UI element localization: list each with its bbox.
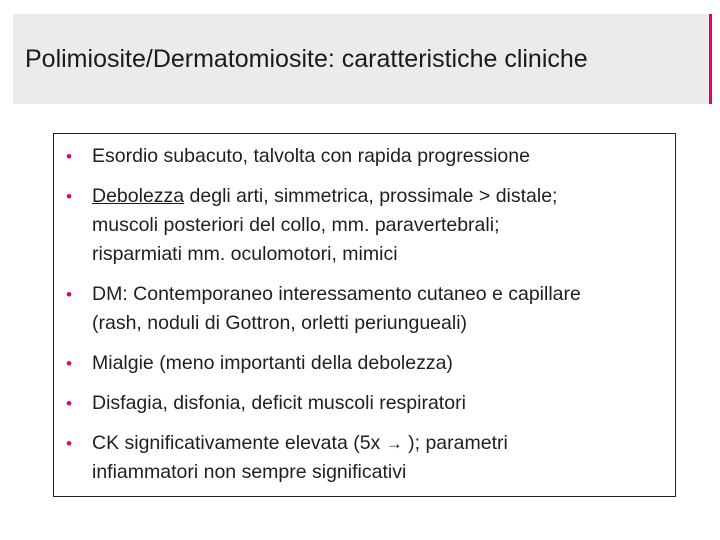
list-item <box>64 389 667 418</box>
bullet-text <box>92 349 667 378</box>
bullet-line: Esordio subacuto, talvolta con rapida progressione <box>92 145 530 167</box>
bullet-line: infiammatori non sempre significativi <box>92 461 407 483</box>
list-item <box>64 142 667 171</box>
bullet-icon: • <box>66 354 72 373</box>
bullet-text <box>92 429 667 487</box>
slide-title: Polimiosite/Dermatomiosite: caratteristiche cliniche <box>25 44 588 73</box>
bullet-list <box>64 142 667 498</box>
list-item <box>64 429 667 487</box>
list-item <box>64 182 667 269</box>
bullet-line: Mialgie (meno importanti della debolezza) <box>92 352 453 374</box>
bullet-line: risparmiati mm. oculomotori, mimici <box>92 243 398 265</box>
bullet-icon: • <box>66 434 72 453</box>
bullet-line: DM: Contemporaneo interessamento cutaneo e capillare <box>92 283 581 305</box>
bullet-text <box>92 182 667 269</box>
bullet-line: (rash, noduli di Gottron, orletti periungueali) <box>92 312 468 334</box>
content-box <box>53 133 676 497</box>
bullet-line: degli arti, simmetrica, prossimale > distale; <box>184 185 558 207</box>
bullet-line: muscoli posteriori del collo, mm. paravertebrali; <box>92 214 500 236</box>
bullet-text <box>92 280 667 338</box>
bullet-text <box>92 142 667 171</box>
bullet-line: Disfagia, disfonia, deficit muscoli respiratori <box>92 392 466 414</box>
list-item <box>64 280 667 338</box>
bullet-icon: • <box>66 285 72 304</box>
bullet-icon: • <box>66 147 72 166</box>
bullet-line: CK significativamente elevata (5x <box>92 432 386 454</box>
bullet-icon: • <box>66 394 72 413</box>
bullet-line: ); parametri <box>402 432 508 454</box>
arrow-right-icon: → <box>385 434 403 453</box>
list-item <box>64 349 667 378</box>
underlined-word: Debolezza <box>92 185 185 207</box>
title-bar <box>13 14 712 104</box>
bullet-text <box>92 389 667 418</box>
bullet-icon: • <box>66 187 72 206</box>
